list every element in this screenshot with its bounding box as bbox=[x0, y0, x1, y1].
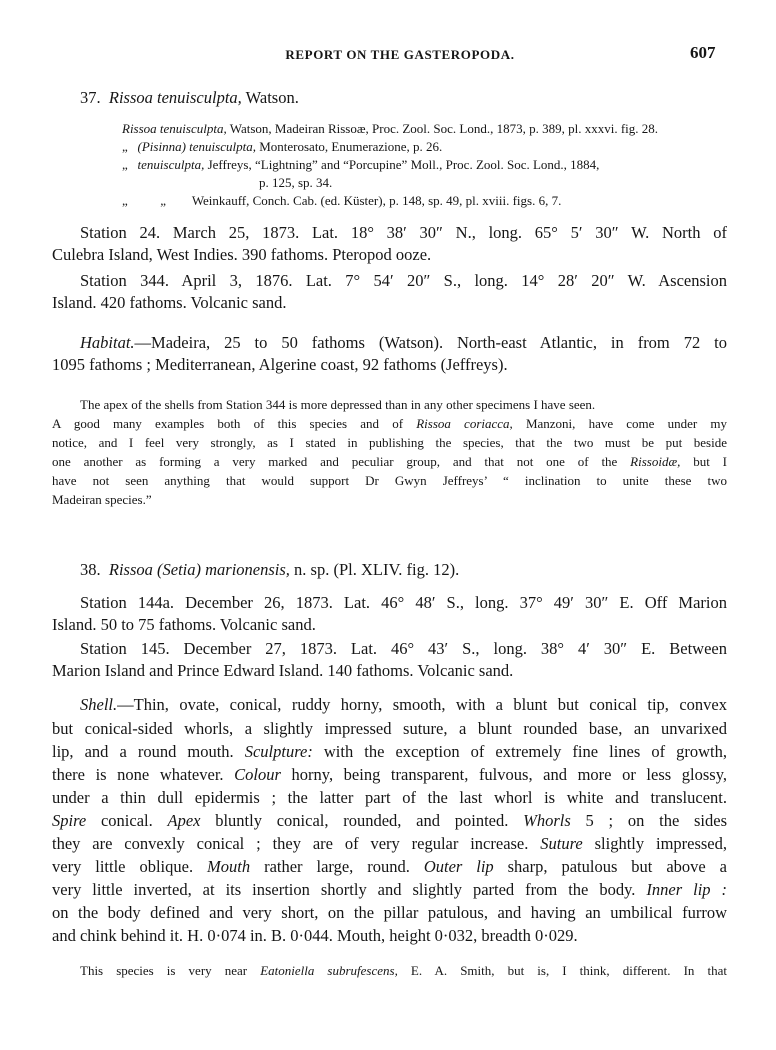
synonymy-line-2: „ (Pisinna) tenuisculpta, Monterosato, Enumerazione, p. 26. bbox=[122, 139, 443, 154]
note-line-5: have not seen anything that would support Dr Gwyn Jeffreys’ “ inclination to unite these two bbox=[52, 473, 727, 488]
shell-line-7: they are convexly conical ; they are of very regular increase. Suture slightly impressed, bbox=[52, 834, 728, 853]
habitat-line-2: 1095 fathoms ; Mediterranean, Algerine coast, 92 fathoms (Jeffreys). bbox=[52, 355, 508, 374]
station-344-line-1: Station 344. April 3, 1876. Lat. 7° 54′ 20″ S., long. 14° 28′ 20″ W. Ascension bbox=[80, 271, 727, 290]
note-line-1: The apex of the shells from Station 344 is more depressed than in any other specimens I have seen. bbox=[80, 397, 596, 412]
synonymy-line-3: „ tenuisculpta, Jeffreys, “Lightning” and “Porcupine” Moll., Proc. Zool. Soc. Lond., 1884, bbox=[122, 157, 600, 172]
station-24-line-2: Culebra Island, West Indies. 390 fathoms. Pteropod ooze. bbox=[52, 245, 432, 264]
shell-line-4: there is none whatever. Colour horny, being transparent, fulvous, and more or less glossy, bbox=[52, 765, 728, 784]
station-145-line-2: Marion Island and Prince Edward Island. 140 fathoms. Volcanic sand. bbox=[52, 661, 514, 680]
station-144a-line-1: Station 144a. December 26, 1873. Lat. 46° 48′ S., long. 37° 49′ 30″ E. Off Marion bbox=[80, 593, 727, 612]
note-line-4: one another as forming a very marked and peculiar group, and that not one of the Rissoidæ, but I bbox=[52, 454, 727, 469]
shell-line-11: and chink behind it. H. 0·074 in. B. 0·044. Mouth, height 0·032, breadth 0·029. bbox=[52, 926, 578, 945]
station-24-line-1: Station 24. March 25, 1873. Lat. 18° 38′ 30″ N., long. 65° 5′ 30″ W. North of bbox=[80, 223, 727, 242]
page-number: 607 bbox=[690, 43, 716, 62]
synonymy-line-1: Rissoa tenuisculpta, Watson, Madeiran Rissoæ, Proc. Zool. Soc. Lond., 1873, p. 389, pl. xxxvi. fig. 28. bbox=[122, 121, 659, 136]
shell-line-10: on the body defined and very short, on the pillar patulous, and having an umbilical furrow bbox=[52, 903, 727, 922]
species-37-heading: 37. Rissoa tenuisculpta, Watson. bbox=[80, 88, 299, 107]
note-line-2: A good many examples both of this species and of Rissoa coriacca, Manzoni, have come under my bbox=[52, 416, 727, 431]
final-note-line: This species is very near Eatoniella subrufescens, E. A. Smith, but is, I think, different. In that bbox=[80, 963, 727, 978]
shell-line-9: very little inverted, at its insertion shortly and slightly parted from the body. Inner lip : bbox=[52, 880, 727, 899]
synonymy-line-5: „ „ Weinkauff, Conch. Cab. (ed. Küster), p. 148, sp. 49, pl. xviii. figs. 6, 7. bbox=[122, 193, 562, 208]
station-144a-line-2: Island. 50 to 75 fathoms. Volcanic sand. bbox=[52, 615, 316, 634]
note-line-6: Madeiran species.” bbox=[52, 492, 152, 507]
running-title: REPORT ON THE GASTEROPODA. bbox=[285, 47, 515, 62]
shell-line-5: under a thin dull epidermis ; the latter part of the last whorl is white and translucent. bbox=[52, 788, 727, 807]
note-line-3: notice, and I feel very strongly, as I stated in publishing the species, that the two must be put beside bbox=[52, 435, 727, 450]
station-344-line-2: Island. 420 fathoms. Volcanic sand. bbox=[52, 293, 287, 312]
station-145-line-1: Station 145. December 27, 1873. Lat. 46° 43′ S., long. 38° 4′ 30″ E. Between bbox=[80, 639, 727, 658]
habitat-line-1: Habitat.—Madeira, 25 to 50 fathoms (Watson). North-east Atlantic, in from 72 to bbox=[80, 333, 727, 352]
shell-line-6: Spire conical. Apex bluntly conical, rounded, and pointed. Whorls 5 ; on the sides bbox=[52, 811, 728, 830]
shell-line-1: Shell.—Thin, ovate, conical, ruddy horny, smooth, with a blunt but conical tip, convex bbox=[80, 695, 727, 714]
shell-line-3: lip, and a round mouth. Sculpture: with the exception of extremely fine lines of growth, bbox=[52, 742, 727, 761]
synonymy-line-4: p. 125, sp. 34. bbox=[259, 175, 333, 190]
shell-line-2: but conical-sided whorls, a slightly impressed suture, a blunt rounded base, an unvarixed bbox=[52, 719, 727, 738]
species-38-heading: 38. Rissoa (Setia) marionensis, n. sp. (Pl. XLIV. fig. 12). bbox=[80, 560, 460, 579]
shell-line-8: very little oblique. Mouth rather large, round. Outer lip sharp, patulous but above a bbox=[52, 857, 728, 876]
